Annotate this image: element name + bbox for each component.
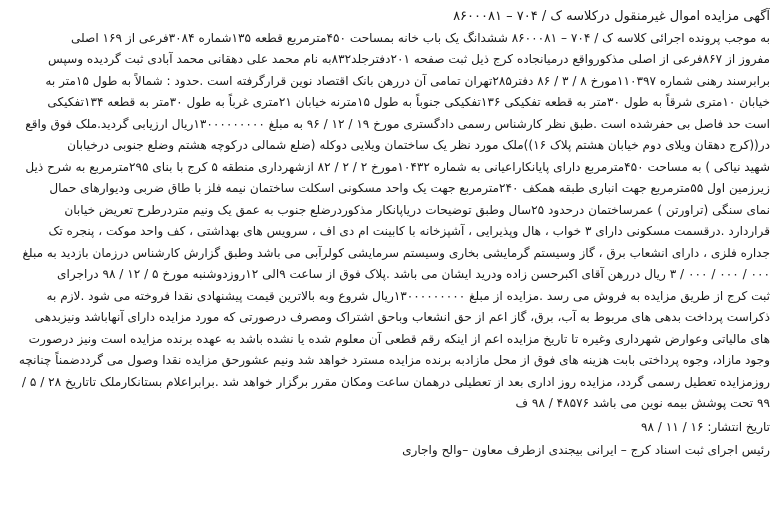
notice-body-line: ۹۹ تحت پوشش بیمه نوین می باشد ۴۸۵۷۶ / ۹۸ ف (515, 396, 770, 410)
auction-notice (8, 6, 770, 521)
notice-body-line: به موجب پرونده اجرائی کلاسه ک / ۷۰۴ – ۸۶۰۰۰۸۱ ششدانگ یک باب خانه بمساحت ۴۵۰مترمربع قطعه ۱۳۵شماره ۳۰۸۴فرعی از ۱۶۹ اصلی (70, 30, 770, 45)
notice-body-line: شهید نیاکی ) به مساحت ۴۵۰مترمربع دارای پایانکاراعیانی به شماره ۱۰۴۳۲مورخ ۲ / ۲ / ۸۲ ازشهرداری منطقه ۵ کرج با بنای ۲۹۵مترمربع به شرح ذیل (25, 159, 770, 174)
notice-body-line: های مالیاتی وعوارض شهرداری وغیره تا تاریخ مزایده اعم از اینکه رقم قطعی آن معلوم شده یا نشده باشد به عهده برنده مزایده است ونیز درصورت (28, 331, 770, 346)
notice-body-line: زیرزمین اول ۵۵مترمربع جهت انباری طبقه همکف ۲۴۰مترمربع جهت یک واحد مسکونی اسکلت ساختمان نیمه فلز با طاق ضربی ودیوارهای حمال (49, 181, 770, 195)
notice-body-line: قراردارد .درقسمت مسکونی دارای ۳ خواب ، هال وپذیرایی ، آشپزخانه با کابینت ام دی اف ، سرویس های بهداشتی ، کف واحد موکت ، پنجره تک (48, 224, 770, 238)
signature-line: رئیس اجرای ثبت اسناد کرج – ایرانی بیجندی ازطرف معاون –والح واجاری (402, 443, 770, 457)
notice-body-line: است حد فاصل بی حفرشده است .طبق نظر کارشناس رسمی دادگستری مورخ ۱۹ / ۱۲ / ۹۶ به مبلغ ۱۳۰۰۰۰۰۰۰۰۰ریال ارزیابی گردید.ملک فوق واقع (25, 116, 770, 131)
notice-body-line: روزمزایده تعطیل رسمی گردد، مزایده روز اداری بعد از تعطیلی درهمان ساعت ومکان مقرر برگزار خواهد شد .برابراعلام بستانکارملک تاتاریخ ۲۸ / ۵ / (21, 374, 770, 389)
notice-title: آگهی مزایده اموال غیرمنقول درکلاسه ک / ۷۰۴ – ۸۶۰۰۰۸۱ (453, 9, 770, 24)
notice-body (8, 28, 770, 415)
notice-body-line: ذکراست پرداخت بدهی های مربوط به آب، برق، گاز اعم از حق انشعاب وباحق اشتراک ومصرف درصورتی که مورد مزایده دارای آنهاباشد ونیزبدهی (34, 310, 770, 324)
notice-body-line: مفروز از ۸۶۷فرعی از اصلی مذکورواقع درمیانجاده کرج ذیل ثبت صفحه ۲۰۱دفترجلد۸۳۲به نام محمد علی دهقانی محمد آبادی ثبت گردیده وسپس (48, 52, 770, 66)
notice-body-line: برابرسند رهنی شماره ۱۱۰۳۹۷مورخ ۸ / ۳ / ۸۶ دفتر۲۸۵تهران تمامی آن دررهن بانک اقتصاد نوین قرارگرفته است .حدود : شمالاً به طول ۱۵متر به (45, 73, 770, 88)
notice-body-line: خیابان ۱۰متری شرقاً به طول ۳۰متر به قطعه تفکیکی ۱۳۶تفکیکی جنوباً به طول ۱۵مترنه خیابان ۲۱متری غرباً به طول ۳۰متر به قطعه ۱۳۴تفکیکی (47, 95, 770, 109)
notice-body-line: وجود مازاد، وجوه پرداختی بابت هزینه های فوق از محل مازادبه برنده مزایده مسترد خواهد شد ونیم عشورحق مزایده نقدا وصول می گرددضمناً چنانچه (18, 353, 770, 367)
notice-body-line: ۰۰۰ / ۰۰۰ / ۰۰۰ / ۳ ریال دررهن آقای اکبرحسن زاده ودرید ایشان می باشد .پلاک فوق از ساعت ۹الی ۱۲روزدوشنبه مورخ ۵ / ۱۲ / ۹۸ دراجرای (57, 267, 770, 281)
notice-body-line: نمای سنگی (تراورتن ) عمرساختمان درحدود ۲۵سال وطبق توضیحات دریاپانکار مذکوردرضلع جنوب به عمق یک ونیم متردرطرح تعریض خیابان (64, 202, 770, 217)
publication-date: تاریخ انتشار: ۱۶ / ۱۱ / ۹۸ (640, 419, 770, 434)
notice-body-line: در((کرج دهقان ویلای دوم خیابان هشتم پلاک ۱۶))ملک مورد نظر یک ساختمان ویلایی دوکله (ضلع شمالی درکوچه هشتم وضلع جنوبی درخیابان (67, 138, 770, 152)
notice-body-line: ثبت کرج از طریق مزایده به فروش می رسد .مزایده از مبلغ ۱۳۰۰۰۰۰۰۰۰۰ریال شروع وبه بالاترین قیمت پیشنهادی نقدا فروخته می شود .لازم به (46, 288, 770, 303)
notice-body-line: جداره فلزی ، دارای انشعاب برق ، گاز وسیستم گرمایشی بخاری وسیستم سرمایشی کولرآبی می باشد وطبق گزارش کارشناس درزمان بازدید به مبلغ (22, 245, 770, 260)
